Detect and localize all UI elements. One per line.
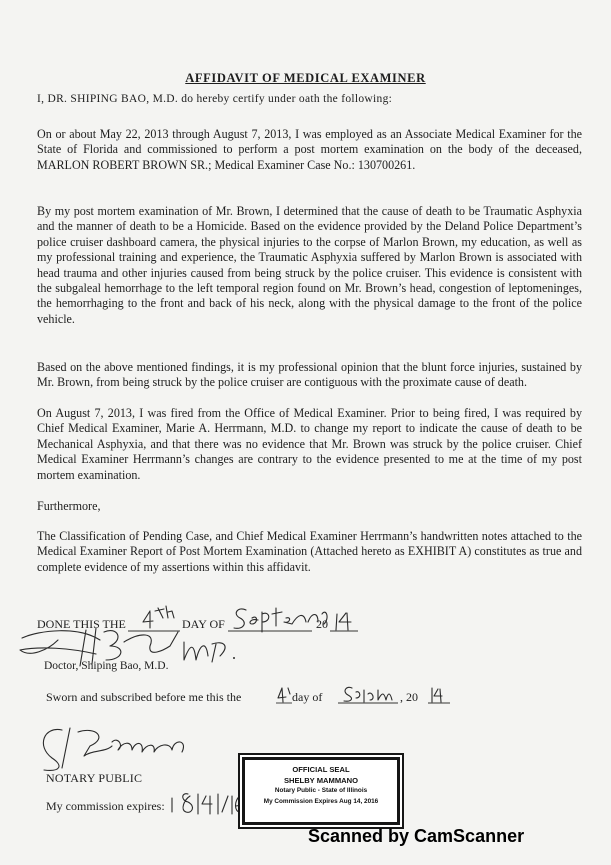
sworn-prefix: Sworn and subscribed before me this the bbox=[46, 690, 242, 704]
done-year-handwriting bbox=[336, 613, 351, 630]
document-title: AFFIDAVIT OF MEDICAL EXAMINER bbox=[185, 71, 426, 85]
done-month-handwriting bbox=[234, 608, 327, 632]
paragraph-exhibit: The Classification of Pending Case, and Chief Medical Examiner Herrmann’s handwritten notes attached to the Medical Examiner Report of Post Mortem Examination (Attached hereto as EXHIBIT A) constitutes as true and complete evidence of my assertions within this affidavit. bbox=[37, 529, 582, 574]
notary-public-label: NOTARY PUBLIC bbox=[46, 771, 143, 785]
paragraph-furthermore: Furthermore, bbox=[37, 499, 101, 513]
sworn-day-of: day of bbox=[292, 690, 323, 704]
notary-seal bbox=[242, 757, 400, 825]
sworn-month-handwriting bbox=[344, 687, 392, 702]
camscanner-watermark: Scanned by CamScanner bbox=[308, 826, 525, 846]
doctor-name-label: Doctor, Shiping Bao, M.D. bbox=[44, 660, 169, 672]
seal-title: OFFICIAL SEAL bbox=[292, 765, 350, 774]
done-day-handwriting bbox=[143, 606, 174, 628]
commission-date-handwriting bbox=[172, 794, 246, 814]
done-year-prefix: 20 bbox=[316, 617, 328, 631]
commission-expires-label: My commission expires: bbox=[46, 799, 165, 813]
seal-jurisdiction: Notary Public - State of Illinois bbox=[274, 787, 368, 795]
intro-statement: I, DR. SHIPING BAO, M.D. do hereby certify under oath the following: bbox=[37, 93, 393, 105]
seal-notary-name: SHELBY MAMMANO bbox=[283, 775, 359, 785]
paragraph-termination: On August 7, 2013, I was fired from the Office of Medical Examiner. Prior to being fired, I was required by Chief Medical Examiner, Marie A. Herrmann, M.D. to change my report to indicate the cause of death to be Mechanical Asphyxia, and that there was no evidence that Mr. Brown was struck by the police cruiser. Chief Medical Examiner Herrmann’s changes are contrary to the evidence presented to me at the time of my post mortem examination. bbox=[37, 406, 582, 482]
paragraph-opinion: Based on the above mentioned findings, it is my professional opinion that the blunt force injuries, sustained by Mr. Brown, from being struck by the police cruiser are contiguous with the proximate cause of death. bbox=[37, 360, 582, 390]
sworn-year-prefix: , 20 bbox=[400, 690, 418, 704]
paragraph-findings: By my post mortem examination of Mr. Brown, I determined that the cause of death to be Traumatic Asphyxia and the manner of death to be a Homicide. Based on the evidence provided by the Deland Police Department’s police cruiser dashboard camera, the physical injuries to the corpse of Marlon Brown, my education, as well as my professional training and experience, the Traumatic Asphyxia suffered by Marlon Brown is associated with head trauma and other injuries caused from being struck by the police cruiser. This evidence is consistent with the subgaleal hemorrhage to the left temporal region found on Mr. Brown’s head, congestion of leptomeninges, the hemorrhaging to the front and back of his neck, along with the physical damage to the front of the police vehicle. bbox=[37, 204, 582, 326]
done-day-of: DAY OF bbox=[182, 617, 225, 631]
seal-expiration: My Commission Expires Aug 14, 2016 bbox=[263, 797, 379, 805]
sworn-day-handwriting bbox=[278, 688, 290, 702]
done-prefix: DONE THIS THE bbox=[37, 617, 126, 631]
sworn-year-handwriting bbox=[432, 688, 442, 702]
notary-signature bbox=[43, 728, 183, 770]
paragraph-employment: On or about May 22, 2013 through August 7, 2013, I was employed as an Associate Medical Examiner for the State of Florida and commissioned to perform a post mortem examination on the body of the deceased, MARLON ROBERT BROWN SR.; Medical Examiner Case No.: 130700261. bbox=[37, 127, 582, 172]
